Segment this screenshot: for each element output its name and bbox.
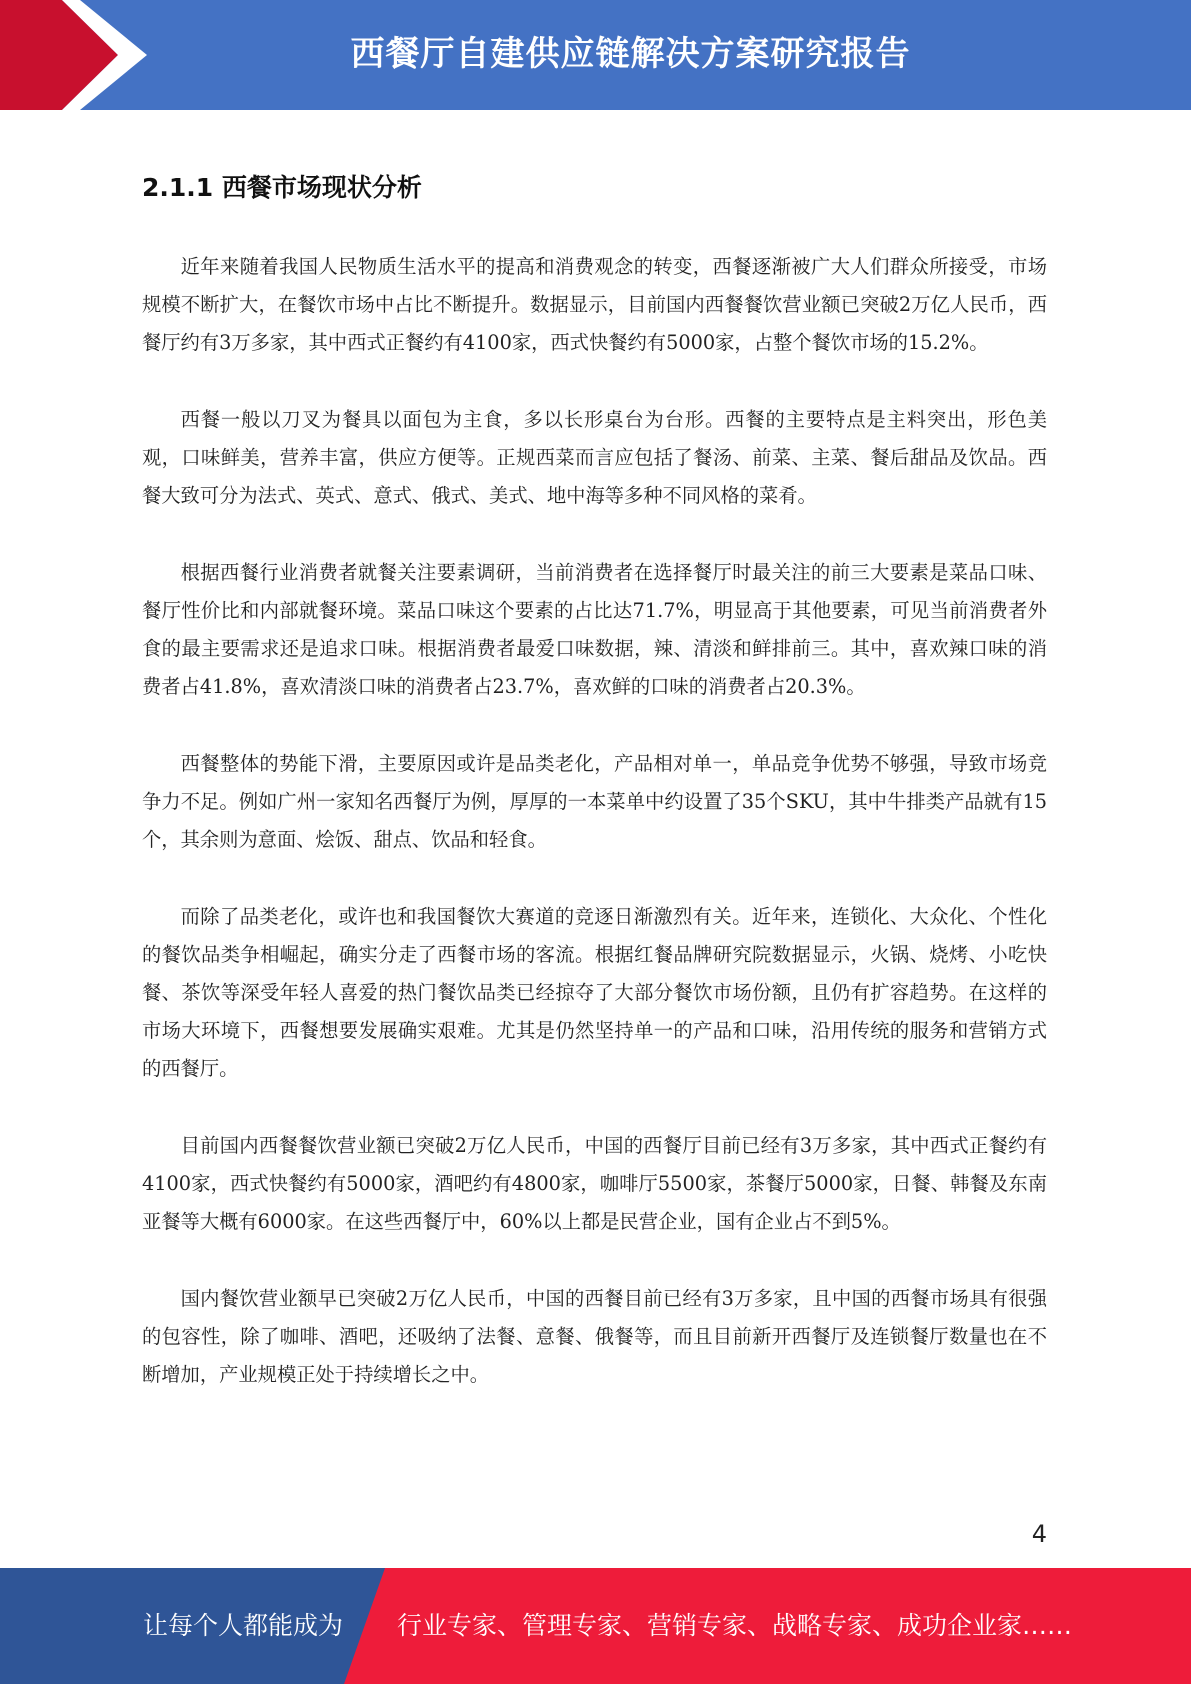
paragraph-3: 根据西餐行业消费者就餐关注要素调研，当前消费者在选择餐厅时最关注的前三大要素是菜品口味、餐厅性价比和内部就餐环境。菜品口味这个要素的占比达71.7%，明显高于其他要素，可见当前消费者外食的最主要需求还是追求口味。根据消费者最爱口味数据，辣、清淡和鲜排前三。其中，喜欢辣口味的消费者占41.8%，喜欢清淡口味的消费者占23.7%，喜欢鲜的口味的消费者占20.3%。 <box>142 561 1047 698</box>
paragraph-1: 近年来随着我国人民物质生活水平的提高和消费观念的转变，西餐逐渐被广大人们群众所接受，市场规模不断扩大，在餐饮市场中占比不断提升。数据显示，目前国内西餐餐饮营业额已突破2万亿人民币，西餐厅约有3万多家，其中西式正餐约有4100家，西式快餐约有5000家，占整个餐饮市场的15.2%。 <box>142 255 1047 354</box>
section-heading: 2.1.1 西餐市场现状分析 <box>142 173 422 202</box>
report-title: 西餐厅自建供应链解决方案研究报告 <box>350 34 911 74</box>
header-band <box>0 0 1191 110</box>
document-body <box>142 248 1047 1433</box>
paragraph-5: 而除了品类老化，或许也和我国餐饮大赛道的竞逐日渐激烈有关。近年来，连锁化、大众化、个性化的餐饮品类争相崛起，确实分走了西餐市场的客流。根据红餐品牌研究院数据显示，火锅、烧烤、小吃快餐、茶饮等深受年轻人喜爱的热门餐饮品类已经掠夺了大部分餐饮市场份额，且仍有扩容趋势。在这样的市场大环境下，西餐想要发展确实艰难。尤其是仍然坚持单一的产品和口味，沿用传统的服务和营销方式的西餐厅。 <box>142 905 1047 1080</box>
paragraph-7: 国内餐饮营业额早已突破2万亿人民币，中国的西餐目前已经有3万多家，且中国的西餐市场具有很强的包容性，除了咖啡、酒吧，还吸纳了法餐、意餐、俄餐等，而且目前新开西餐厅及连锁餐厅数量也在不断增加，产业规模正处于持续增长之中。 <box>142 1287 1047 1386</box>
footer-slogan-left: 让每个人都能成为 <box>143 1611 344 1640</box>
footer-slogan-right: 行业专家、管理专家、营销专家、战略专家、成功企业家…… <box>397 1611 1073 1640</box>
footer-band <box>0 1568 1191 1684</box>
paragraph-4: 西餐整体的势能下滑，主要原因或许是品类老化，产品相对单一，单品竞争优势不够强，导致市场竞争力不足。例如广州一家知名西餐厅为例，厚厚的一本菜单中约设置了35个SKU，其中牛排类产品就有15个，其余则为意面、烩饭、甜点、饮品和轻食。 <box>142 752 1047 851</box>
paragraph-2: 西餐一般以刀叉为餐具以面包为主食，多以长形桌台为台形。西餐的主要特点是主料突出，形色美观，口味鲜美，营养丰富，供应方便等。正规西菜而言应包括了餐汤、前菜、主菜、餐后甜品及饮品。西餐大致可分为法式、英式、意式、俄式、美式、地中海等多种不同风格的菜肴。 <box>142 408 1047 507</box>
page-number: 4 <box>1031 1520 1047 1548</box>
paragraph-6: 目前国内西餐餐饮营业额已突破2万亿人民币，中国的西餐厅目前已经有3万多家，其中西式正餐约有4100家，西式快餐约有5000家，酒吧约有4800家，咖啡厅5500家，茶餐厅5000家，日餐、韩餐及东南亚餐等大概有6000家。在这些西餐厅中，60%以上都是民营企业，国有企业占不到5%。 <box>142 1134 1047 1233</box>
